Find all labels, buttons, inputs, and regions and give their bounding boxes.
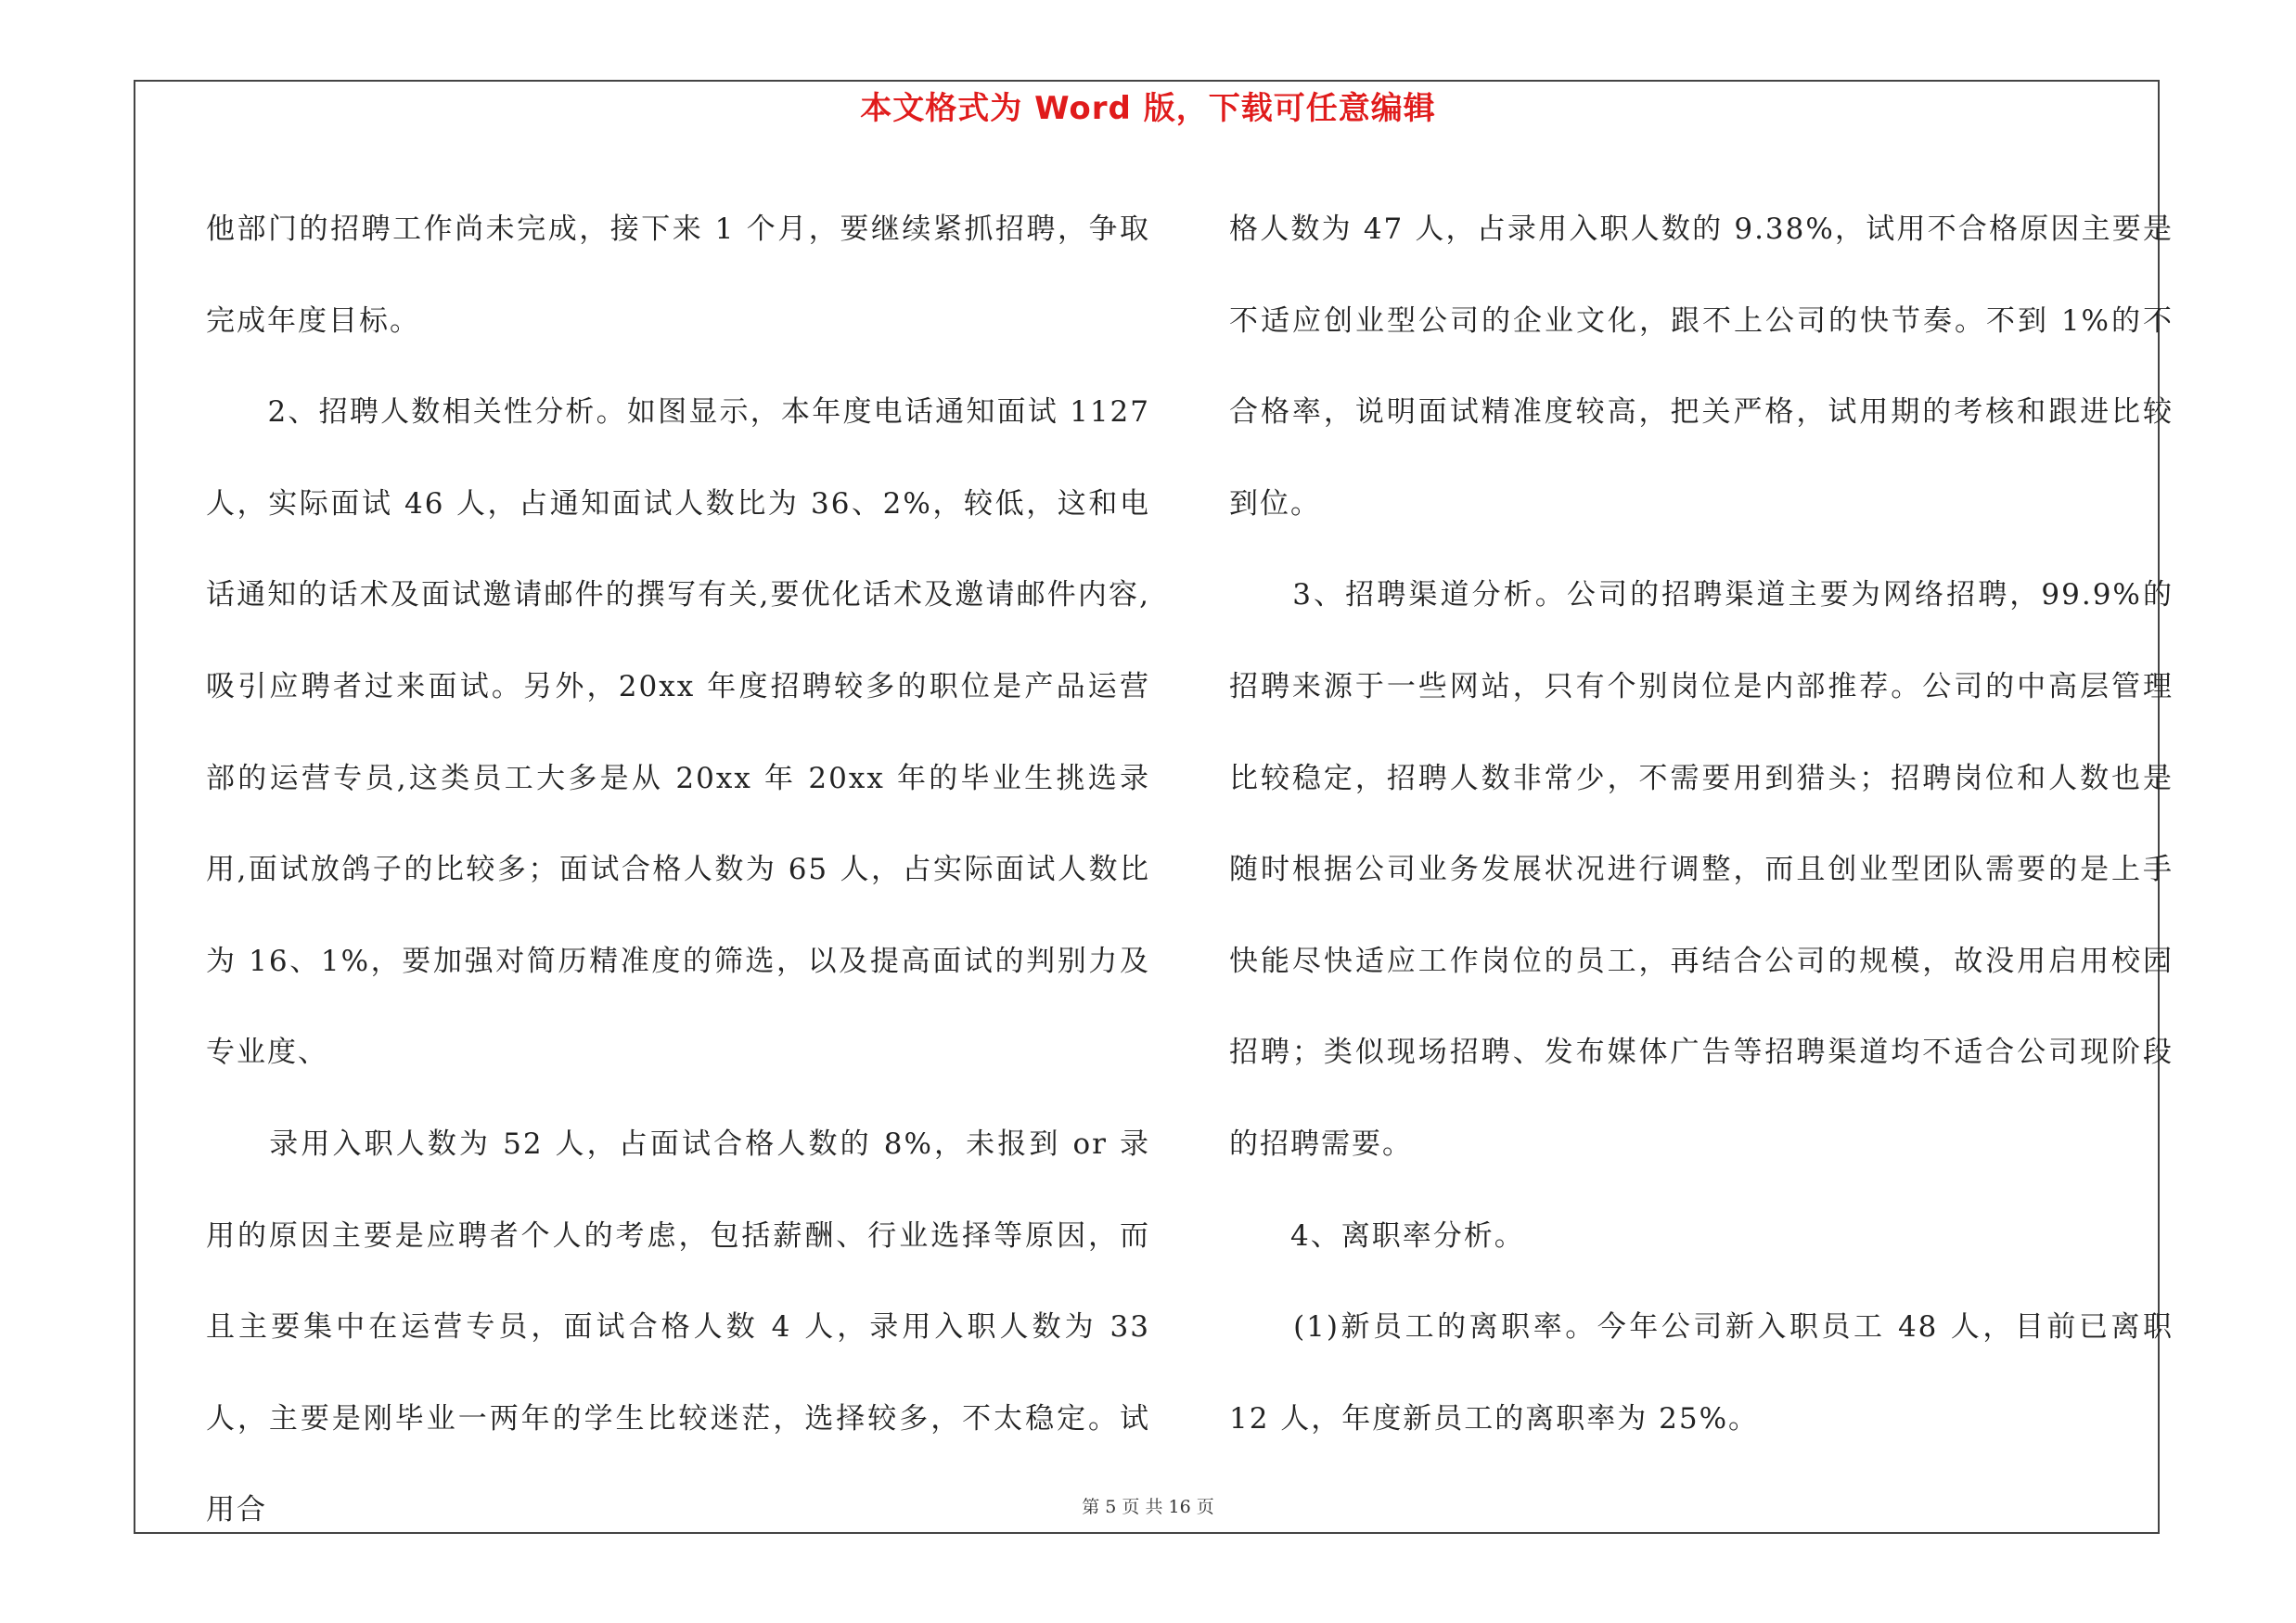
format-notice-banner: 本文格式为 Word 版，下载可任意编辑	[860, 90, 1436, 127]
paragraph: 4、离职率分析。	[1229, 1218, 1525, 1253]
left-text-column	[206, 184, 1150, 1556]
paragraph: 3、招聘渠道分析。公司的招聘渠道主要为网络招聘，99.9%的招聘来源于一些网站，只有个别岗位是内部推荐。公司的中高层管理比较稳定，招聘人数非常少，不需要用到猎头；招聘岗位和人数也是随时根据公司业务发展状况进行调整，而且创业型团队需要的是上手快能尽快适应工作岗位的员工，再结合公司的规模，故没用启用校园招聘；类似现场招聘、发布媒体广告等招聘渠道均不适合公司现阶段的招聘需要。	[1229, 578, 2174, 1161]
paragraph: 他部门的招聘工作尚未完成，接下来 1 个月，要继续紧抓招聘，争取完成年度目标。	[206, 213, 1150, 338]
right-text-column	[1229, 184, 2174, 1464]
paragraph: (1)新员工的离职率。今年公司新入职员工 48 人，目前已离职 12 人，年度新员工的离职率为 25%。	[1229, 1310, 2174, 1436]
paragraph: 格人数为 47 人，占录用入职人数的 9.38%，试用不合格原因主要是不适应创业型公司的企业文化，跟不上公司的快节奏。不到 1%的不合格率，说明面试精准度较高，把关严格，试用期的考核和跟进比较到位。	[1229, 213, 2174, 521]
page-number-footer: 第 5 页 共 16 页	[1082, 1497, 1214, 1517]
paragraph: 录用入职人数为 52 人，占面试合格人数的 8%，未报到 or 录用的原因主要是应聘者个人的考虑，包括薪酬、行业选择等原因，而且主要集中在运营专员，面试合格人数 4 人，录用入职人数为 33 人，主要是刚毕业一两年的学生比较迷茫，选择较多，不太稳定。试用合	[206, 1127, 1150, 1527]
paragraph: 2、招聘人数相关性分析。如图显示，本年度电话通知面试 1127 人，实际面试 46 人，占通知面试人数比为 36、2%，较低，这和电话通知的话术及面试邀请邮件的撰写有关,要优化话术及邀请邮件内容,吸引应聘者过来面试。另外，20xx 年度招聘较多的职位是产品运营部的运营专员,这类员工大多是从 20xx 年 20xx 年的毕业生挑选录用,面试放鸽子的比较多；面试合格人数为 65 人，占实际面试人数比为 16、1%，要加强对简历精准度的筛选，以及提高面试的判别力及专业度、	[206, 395, 1150, 1070]
